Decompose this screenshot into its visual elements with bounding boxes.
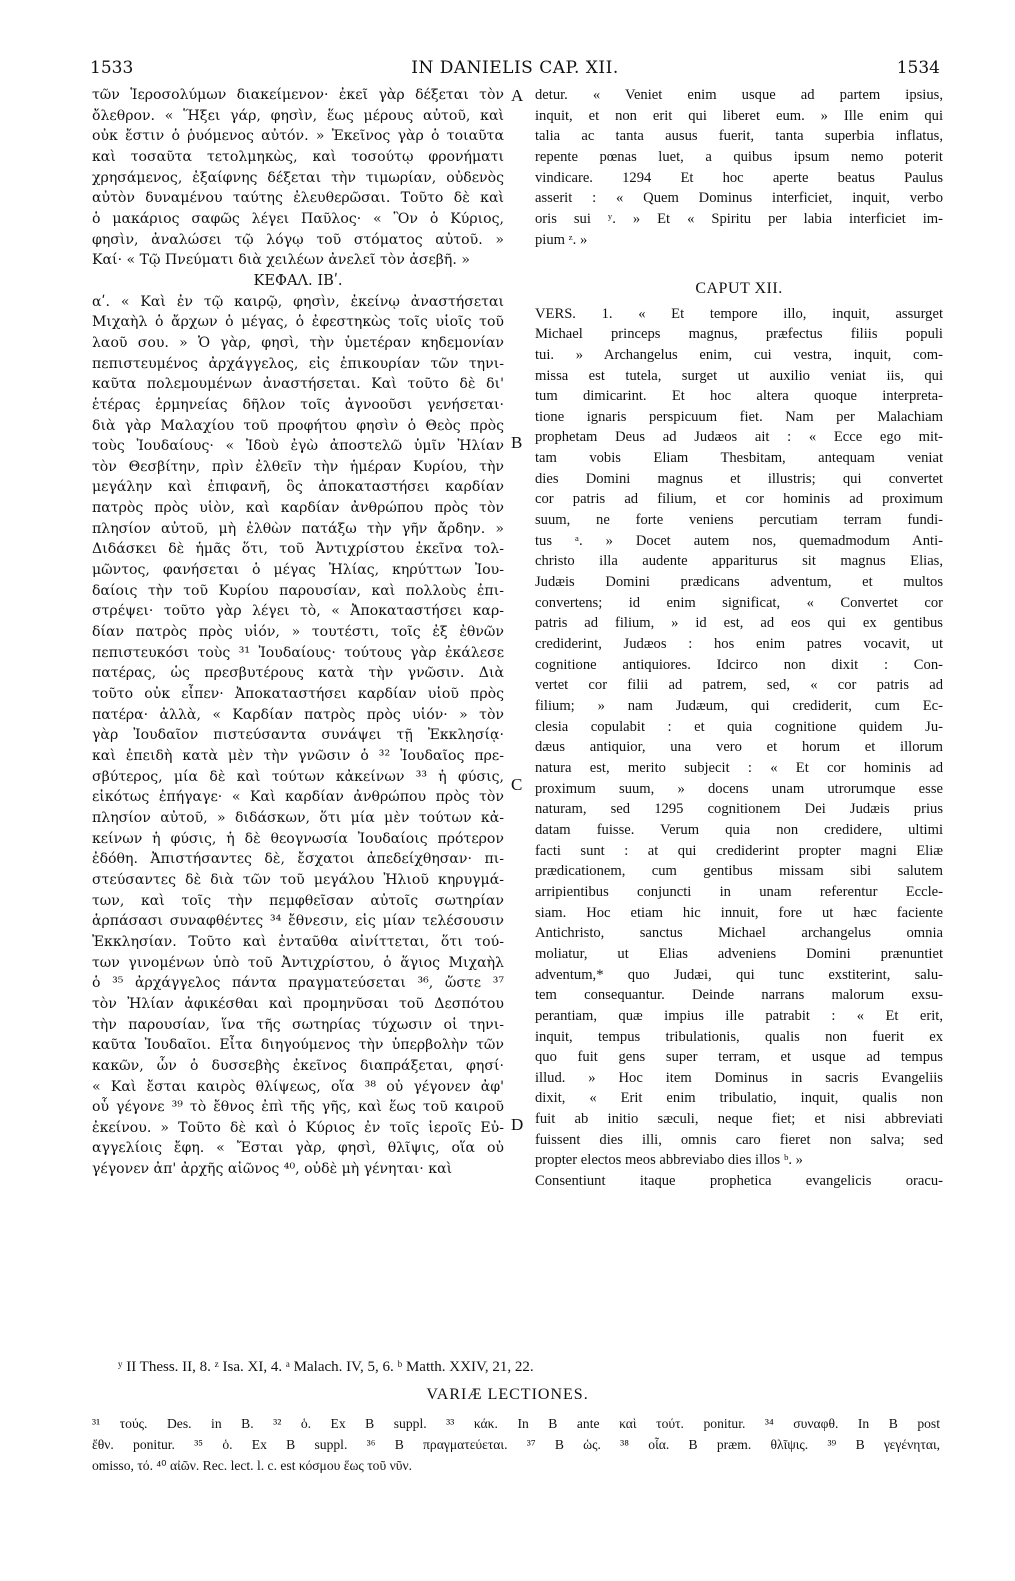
latin-text-line: CAPUT XII. [695, 279, 783, 297]
latin-text-line: asserit : « Quem Dominus interficiet, inquit, verbo [535, 190, 943, 207]
variae-line: omisso, τό. ⁴⁰ αἰῶν. Rec. lect. l. c. est κόσμου ἕως τοῦ νῦν. [92, 1458, 413, 1473]
latin-text-line: naturam, sed 1295 cognitionem Dei Judæis prius [535, 801, 943, 818]
page-number-right: 1534 [896, 58, 940, 78]
greek-text-line: τὸν Ἠλίαν ἀφικέσθαι καὶ προμηνῦσαι τοῦ Δεσπότου [92, 995, 504, 1012]
latin-text-line: vindicare. 1294 Et hoc aperte beatus Paulus [535, 169, 943, 186]
latin-text-line: inquit, et non erit qui liberet eum. » Ille enim qui [535, 107, 943, 124]
greek-text-line: στρέψει· τοῦτο γὰρ λέγει τὸ, « Ἀποκαταστήσει καρ- [92, 603, 504, 620]
greek-text-line: τῶν Ἱεροσολύμων διακείμενον· ἐκεῖ γὰρ δέξεται τὸν [92, 87, 504, 103]
latin-text-line [535, 250, 943, 271]
greek-text-line: εἰκότως ἐπήγαγε· « Καὶ καρδίαν ἀνθρώπου πρὸς τὸν [92, 789, 504, 806]
greek-text-line: καὶ ἐπειδὴ κατὰ μὲν τὴν γνῶσιν ὁ ³² Ἰουδαῖος πρε- [92, 748, 504, 764]
latin-text-line: tem consequantur. Deinde narrans malorum exsu- [535, 987, 943, 1004]
greek-text-line: « Καὶ ἔσται καιρὸς θλίψεως, οἵα ³⁸ οὐ γέγονεν ἀφ' [92, 1078, 504, 1095]
variae-lectiones [92, 1413, 940, 1476]
greek-text-line: πλησίον αὐτοῦ, μὴ ἐλθὼν πατάξω τὴν γῆν ἄρδην. » [92, 520, 504, 537]
latin-text-line: tui. » Archangelus enim, cui vestra, inquit, com- [535, 346, 943, 363]
greek-text-line: τὸν Θεσβίτην, πρὶν ἐλθεῖν τὴν ἡμέραν Κυρίου, τὴν [92, 458, 504, 475]
greek-text-line: ἑτέρας ἑρμηνείας δῆλον τοῖς ἀγνοοῦσι γενήσεται· [92, 396, 504, 413]
latin-text-line: prophetam Deus ad Judæos ait : « Ecce ego mit- [535, 429, 943, 446]
latin-text-line: datam fuisse. Verum quia non credidere, ultimi [535, 821, 943, 838]
greek-text-line: γὰρ Ἰουδαῖον πιστεύσαντα συνάψει τῇ Ἐκκλησίᾳ· [92, 727, 504, 744]
latin-text-line: Michael princeps magnus, præfectus filiis populi [535, 326, 943, 343]
greek-text-line: ὁ μακάριος σαφῶς λέγει Παῦλος· « Ὃν ὁ Κύριος, [92, 210, 504, 227]
greek-text-line: Διδάσκει δὲ ἡμᾶς ὅτι, τοῦ Ἀντιχρίστου ἐκεῖνα τολ- [92, 541, 504, 558]
greek-text-line: οὐκ ἔστιν ὁ ῥυόμενος αὐτόν. » Ἐκεῖνος γὰρ ὁ τοιαῦτα [92, 128, 504, 145]
greek-text-line: κείνων ἡ φύσις, ἡ δὲ θεογνωσία Ἰουδαίοις πρότερον [92, 830, 504, 847]
latin-text-line: arripientibus conjuncti in unam referentur Eccle- [535, 883, 943, 900]
latin-text-line: tum dimicarint. Et hoc altera quoque interpreta- [535, 388, 943, 405]
latin-text-line: detur. « Veniet enim usque ad partem ipsius, [535, 87, 943, 103]
greek-text-line: τοῦτο οὐκ εἶπεν· Ἀποκαταστήσει καρδίαν υἱοῦ πρὸς [92, 686, 504, 703]
latin-text-line: Antichristo, sanctus Michael archangelus omnia [535, 925, 943, 942]
greek-text-line: ΚΕΦΑΛ. ΙΒʹ. [253, 271, 343, 289]
greek-text-line: ὄλεθρον. « Ἥξει γάρ, φησὶν, ἕως μέρους αὐτοῦ, καὶ [92, 107, 504, 124]
greek-text-line: λαοῦ σου. » Ὁ γὰρ, φησὶ, τὴν ὑμετέραν κηδεμονίαν [92, 334, 504, 351]
greek-text-line: καῦτα πολεμουμένων ἀναστήσεται. Καὶ τοῦτο δὲ δι' [92, 376, 504, 393]
greek-text-line: πατέρα· ἀλλὰ, « Καρδίαν πατρὸς πρὸς υἱόν· » τὸν [92, 706, 504, 723]
latin-text-line: pium ᶻ. » [535, 231, 588, 248]
latin-text-line: repente pœnas luet, a quibus ipsum nemo poterit [535, 148, 943, 165]
greek-text-line: κακῶν, ὧν ὁ δυσσεβὴς ἐκεῖνος διαπράξεται, φησί· [92, 1057, 504, 1074]
margin-letter-c: C [511, 775, 523, 794]
greek-text-line: των, καὶ τοῖς τὴν πεμφθεῖσαν αὐτοῖς σωτηρίαν [92, 892, 504, 909]
greek-text-line: πεπιστευκόσι τοὺς ³¹ Ἰουδαίους· τούτους γὰρ ἐκάλεσε [92, 644, 504, 661]
greek-text-line: διὰ γὰρ Μαλαχίου τοῦ προφήτου φησὶν ὁ Θεὸς πρὸς [92, 417, 504, 434]
greek-text-line: των γινομένων ὑπὸ τοῦ Ἀντιχρίστου, ὁ ἅγιος Μιχαὴλ [92, 954, 504, 971]
latin-text-line: talia ac tanta ausus fuerit, tanta superbia inflatus, [535, 128, 943, 145]
greek-text-line: αὐτὸν δυναμένου ταύτης ἐλευθερῶσαι. Τοῦτο δὲ καὶ [92, 190, 504, 207]
greek-text-line: δαίοις τὴν τοῦ Κυρίου παρουσίαν, καὶ πολλοὺς ἐπι- [92, 582, 504, 599]
greek-text-line: πεπιστευμένος ἀρχάγγελος, εἰς ἐπικουρίαν τῶν τηνι- [92, 355, 504, 372]
latin-text-line: cognitione antiquiores. Idcirco non dixit : Con- [535, 656, 943, 673]
latin-text-line: christo illa audente appariturus sit magnus Elias, [535, 553, 943, 570]
greek-text-line: σβύτερος, μία δὲ καὶ τούτων κἀκείνων ³³ ἡ φύσις, [92, 768, 504, 785]
greek-text-line: στεύσαντες δὲ διὰ τῶν τοῦ μεγάλου Ἠλιοῦ κηρυγμά- [92, 871, 504, 888]
latin-text-line: cor patris ad filium, et cor hominis ad proximum [535, 491, 943, 508]
greek-text-line: Μιχαὴλ ὁ ἄρχων ὁ μέγας, ὁ ἐφεστηκὼς τοῖς υἱοῖς τοῦ [92, 314, 504, 331]
latin-text-line: convertens; id enim significat, « Convertet cor [535, 594, 943, 611]
greek-text-line: μῶντος, φανήσεται ὁ μέγας Ἠλίας, κηρύττων Ἰου- [92, 562, 504, 579]
greek-text-line: τοὺς Ἰουδαίους· « Ἰδοὺ ἐγὼ ἀποστελῶ ὑμῖν Ἠλίαν [92, 438, 504, 455]
latin-text-line: missa est tutela, surget ut auxilio veniat iis, qui [535, 367, 943, 384]
page-number-left: 1533 [90, 58, 134, 78]
greek-text-line: ὁ ³⁵ ἀρχάγγελος πάντα πραγματεύσεται ³⁶, ὥστε ³⁷ [92, 975, 504, 992]
latin-text-line: tione ignaris perspicuum fiet. Nam per Malachiam [535, 408, 943, 425]
latin-text-line: clesia copulabit : et quia cognitione quidem Ju- [535, 718, 943, 735]
latin-text-line: propter electos meos abbreviabo dies illos ᵇ. » [535, 1152, 803, 1169]
greek-text-line: αγγελίοις ἔφη. « Ἔσται γὰρ, φησὶ, θλῖψις, οἵα οὐ [92, 1140, 504, 1157]
latin-text-line: prædicationem, cum gentibus missam sibi salutem [535, 863, 943, 880]
latin-text-line: filium; » nam Judæum, qui crediderit, cum Ec- [535, 698, 943, 715]
margin-letter-a: A [511, 86, 524, 105]
greek-text-line: πατρὸς πρὸς υἱὸν, καὶ καρδίαν ἀνθρώπου πρὸς τὸν [92, 500, 504, 517]
page-header [90, 58, 940, 82]
greek-text-line: ἐκείνου. » Τοῦτο δὲ καὶ ὁ Κύριος ἐν τοῖς ἱεροῖς Εὐ- [92, 1119, 504, 1136]
latin-text-line: natura est, merito subjecit : « Et cor hominis ad [535, 759, 943, 776]
latin-text-line: dæus antiquior, una vero et horum et illorum [535, 739, 943, 756]
greek-text-line: καὶ τοσαῦτα τετολμηκὼς, καὶ τοσούτῳ φρονήματι [92, 148, 504, 165]
greek-text-line: αʹ. « Καὶ ἐν τῷ καιρῷ, φησὶν, ἐκείνῳ ἀναστήσεται [92, 293, 504, 310]
latin-text-line: dies Domini magnus et illustris; qui convertet [535, 470, 943, 487]
latin-text-line: fuit ab initio sæculi, neque fiet; et nisi abbreviati [535, 1111, 943, 1128]
greek-text-line: γέγονεν ἀπ' ἀρχῆς αἰῶνος ⁴⁰, οὐδὲ μὴ γένηται· καὶ [92, 1161, 453, 1178]
latin-text-line: fuissent dies illi, omnis caro fieret non salva; sed [535, 1131, 943, 1148]
latin-text-line: inquit, tempus tribulationis, qualis non fuerit ex [535, 1028, 943, 1045]
margin-letter-b: B [511, 433, 523, 452]
latin-text-line: Judæis Domini prædicans adventum, et multos [535, 574, 943, 591]
greek-text-line: πλησίον αὐτοῦ, » διδάσκων, ὅτι μία μὲν τούτων κἀ- [92, 809, 504, 826]
latin-text-line: VERS. 1. « Et tempore illo, inquit, assurget [535, 305, 943, 322]
latin-text-line: suum, ne forte veniens percutiam terram fundi- [535, 512, 943, 529]
latin-text-line: oris sui ʸ. » Et « Spiritu per labia interficiet im- [535, 210, 943, 227]
latin-text-line: illud. » Hoc item Dominus in sacris Evangeliis [535, 1069, 943, 1086]
latin-text-line: dixit, « Erit enim tribulatio, inquit, qualis non [535, 1090, 943, 1107]
greek-text-line: φησὶν, ἀναλώσει τῷ λόγῳ τοῦ στόματος αὐτοῦ. » [92, 231, 504, 248]
scripture-footnotes: ʸ II Thess. II, 8. ᶻ Isa. XI, 4. ᵃ Malach. IV, 5, 6. ᵇ Matth. XXIV, 21, 22. [118, 1359, 534, 1375]
latin-text-line: Consentiunt itaque prophetica evangelicis oracu- [535, 1173, 943, 1190]
latin-text-line: proximum suum, » docens unam utrorumque esse [535, 780, 943, 797]
latin-text-line: facti sunt : at qui crediderint propter magni Eliæ [535, 842, 943, 859]
greek-text-line: καῦτα Ἰουδαῖοι. Εἶτα διηγούμενος τὴν ὑπερβολὴν τῶν [92, 1037, 504, 1054]
latin-text-line: moliatur, ut Elias adveniens Domini prænuntiet [535, 945, 943, 962]
latin-text-line: siam. Hoc etiam hic innuit, fore ut hæc faciente [535, 904, 943, 921]
greek-text-line: δίαν πατρὸς πρὸς υἱόν, » τουτέστι, τοῖς ἐξ ἐθνῶν [92, 624, 504, 641]
latin-text-line: vertet cor filii ad patrem, sed, « cor patris ad [535, 677, 943, 694]
greek-text-line: ἐδόθη. Ἀπιστήσαντες δὲ, ἔσχατοι ἀπεδείχθησαν· πι- [92, 851, 504, 868]
latin-text-line: quo fuit gens super terram, et usque ad tempus [535, 1049, 943, 1066]
latin-text-line: patris ad filium, » id est, ad eos qui ex gentibus [535, 615, 943, 632]
latin-column [535, 85, 943, 1192]
running-title: IN DANIELIS CAP. XII. [411, 58, 619, 78]
latin-text-line: perantiam, quæ impius ille patrabit : « Et erit, [535, 1007, 943, 1024]
variae-line: ἔθν. ponitur. ³⁵ ὁ. Ex B suppl. ³⁶ B πραγματεύεται. ³⁷ B ὡς. ³⁸ οἷα. B præm. θλῖψις. ³⁹ B γεγένηται, [92, 1437, 940, 1452]
margin-letter-d: D [511, 1115, 524, 1134]
greek-text-line: πατέρας, ὡς πρεσβυτέρους κατὰ τὴν γνῶσιν. Διὰ [92, 665, 504, 682]
variae-lectiones-title: VARIÆ LECTIONES. [426, 1386, 589, 1403]
variae-line: ³¹ τούς. Des. in B. ³² ὁ. Ex B suppl. ³³ κάκ. In B ante καὶ τούτ. ponitur. ³⁴ συναφθ. In B post [92, 1416, 940, 1431]
greek-text-line: ἁρπάσασι συναφθέντες ³⁴ ἔθνεσιν, εἰς μίαν τελέσουσιν [92, 913, 504, 930]
latin-text-line: crediderint, Judæos : hos enim patres vocavit, ut [535, 636, 943, 653]
greek-text-line: οὗ γέγονε ³⁹ τὸ ἔθνος ἐπὶ τῆς γῆς, καὶ ἕως τοῦ καιροῦ [92, 1099, 504, 1116]
greek-text-line: χρησάμενος, ἐξαίφνης δέξεται τὴν τιμωρίαν, οὐδενὸς [92, 169, 504, 186]
greek-text-line: Καί· « Τῷ Πνεύματι διὰ χειλέων ἀνελεῖ τὸν ἀσεβῆ. » [92, 252, 470, 269]
greek-text-line: μεγάλην καὶ ἐπιφανῆ, ὃς ἀποκαταστήσει καρδίαν [92, 479, 504, 496]
greek-text-line: Ἐκκλησίαν. Τοῦτο καὶ ἐνταῦθα αἰνίττεται, ὅτι τού- [92, 933, 504, 950]
latin-text-line: adventum,* quo Judæi, qui tunc exstiterint, salu- [535, 966, 943, 983]
latin-text-line: tus ᵃ. » Docet autem nos, quemadmodum Anti- [535, 532, 943, 549]
latin-text-line: tam vobis Eliam Thesbitam, antequam veniat [535, 450, 943, 467]
greek-text-line: τὴν παρουσίαν, ἵνα τῆς σωτηρίας τύχωσιν οἱ τηνι- [92, 1016, 504, 1033]
greek-column [92, 85, 504, 1180]
